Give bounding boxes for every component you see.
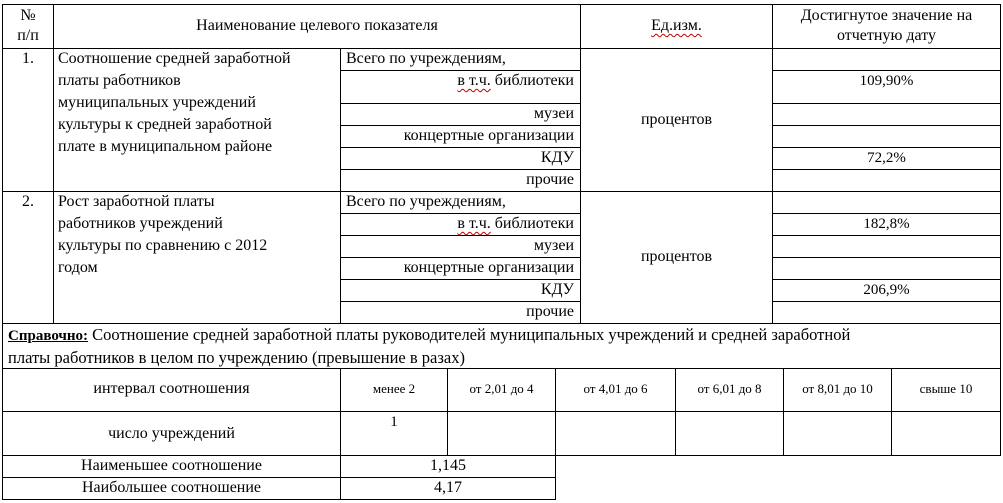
tch-abbrev: в т.ч. [457, 72, 491, 89]
rule-r2e-val [772, 301, 1000, 302]
rule-r1b-val [772, 103, 1000, 104]
indicator-1-row-other: прочие [526, 171, 574, 188]
header-name: Наименование целевого показателя [196, 17, 438, 34]
indicator-1-title-line: культуры к средней заработной [58, 116, 272, 133]
indicator-2-row-kdu: КДУ [540, 281, 574, 298]
reference-text-1: Соотношение средней заработной платы руководителей муниципальных учреждений и средней заработной [88, 325, 851, 344]
indicator-2-title-line: Рост заработной платы [58, 193, 215, 210]
max-ratio-label: Наибольшее соотношение [81, 479, 262, 496]
reference-prefix: Справочно: [8, 328, 89, 344]
indicator-1-title [58, 48, 340, 158]
header-number-line1: № [20, 7, 36, 24]
indicator-2-row-libraries: в т.ч. библиотеки [457, 215, 574, 232]
rule-sub [580, 4, 581, 324]
interval-label: интервал соотношения [93, 380, 250, 397]
indicator-2-row-other: прочие [526, 303, 574, 320]
reference-note [8, 324, 850, 368]
indicator-2-title-line: культуры по сравнению с 2012 [58, 237, 268, 254]
rule-r2c-val [772, 257, 1000, 258]
indicator-2-value-libraries: 182,8% [863, 216, 910, 232]
indicator-1-title-line: плате в муниципальном районе [58, 138, 273, 155]
indicator-2-unit: процентов [640, 248, 713, 265]
indicator-2-title-line: годом [58, 259, 98, 276]
header-unit [581, 15, 772, 37]
rule-interval-top [2, 368, 1000, 369]
indicator-1-row-concert: концертные организации [403, 127, 574, 144]
indicator-2-title [58, 191, 340, 279]
rule-r1c-val [772, 125, 1000, 126]
rule-top [2, 4, 1000, 5]
indicator-1-row-total: Всего по учреждениям, [346, 50, 506, 67]
rule-r2b-val [772, 235, 1000, 236]
indicator-2-row-concert: концертные организации [403, 259, 574, 276]
indicator-1-value-libraries: 109,90% [859, 73, 914, 89]
reference-line-2: платы работников в целом по учреждению (превышение в разах) [8, 348, 465, 367]
min-ratio-label: Наименьшее соотношение [81, 457, 262, 474]
rule-r1e-val [772, 169, 1000, 170]
interval-bin: менее 2 [372, 381, 416, 396]
min-ratio-value: 1,145 [430, 457, 466, 474]
tch-abbrev: в т.ч. [457, 215, 491, 232]
indicator-1-unit: процентов [640, 111, 713, 128]
indicator-1-row-kdu: КДУ [540, 149, 574, 166]
indicator-1-title-line: муниципальных учреждений [58, 94, 256, 111]
indicator-2-row-total: Всего по учреждениям, [346, 193, 506, 210]
interval-bin: свыше 10 [919, 381, 973, 396]
header-number-line2: п/п [17, 27, 39, 44]
reference-line-1 [8, 324, 850, 347]
indicator-1-row-museums: музеи [533, 105, 574, 122]
interval-bin: от 2,01 до 4 [469, 381, 534, 396]
indicator-2-row-museums: музеи [533, 237, 574, 254]
rule-interval-bottom [2, 411, 1000, 412]
interval-bin: от 4,01 до 6 [583, 381, 648, 396]
header-value-line1: Достигнутое значение на [800, 7, 973, 24]
indicator-1-title-line: Соотношение средней заработной [58, 50, 291, 67]
rule-num [53, 4, 54, 324]
interval-bin: от 8,01 до 10 [802, 381, 873, 396]
indicator-2-value-kdu: 206,9% [863, 282, 910, 298]
indicator-1-value-kdu: 72,2% [867, 150, 906, 166]
header-number [3, 6, 53, 46]
indicator-2-number: 2. [22, 193, 34, 210]
header-value [773, 6, 1000, 46]
indicator-1-title-line: платы работников [58, 72, 181, 89]
count-value: 1 [390, 414, 398, 430]
max-ratio-value: 4,17 [434, 479, 462, 496]
count-label: число учреждений [108, 425, 235, 442]
indicator-2-title-line: работников учреждений [58, 215, 223, 232]
rule-right [1000, 4, 1001, 324]
rule-ref-right [1000, 323, 1001, 456]
header-value-line2: отчетную дату [836, 27, 937, 44]
rule-max-bottom [2, 499, 555, 500]
header-unit-text: Ед.изм. [651, 17, 702, 34]
interval-bin: от 6,01 до 8 [697, 381, 762, 396]
indicator-1-number: 1. [22, 50, 34, 67]
indicator-1-row-libraries: в т.ч. библиотеки [457, 72, 574, 89]
